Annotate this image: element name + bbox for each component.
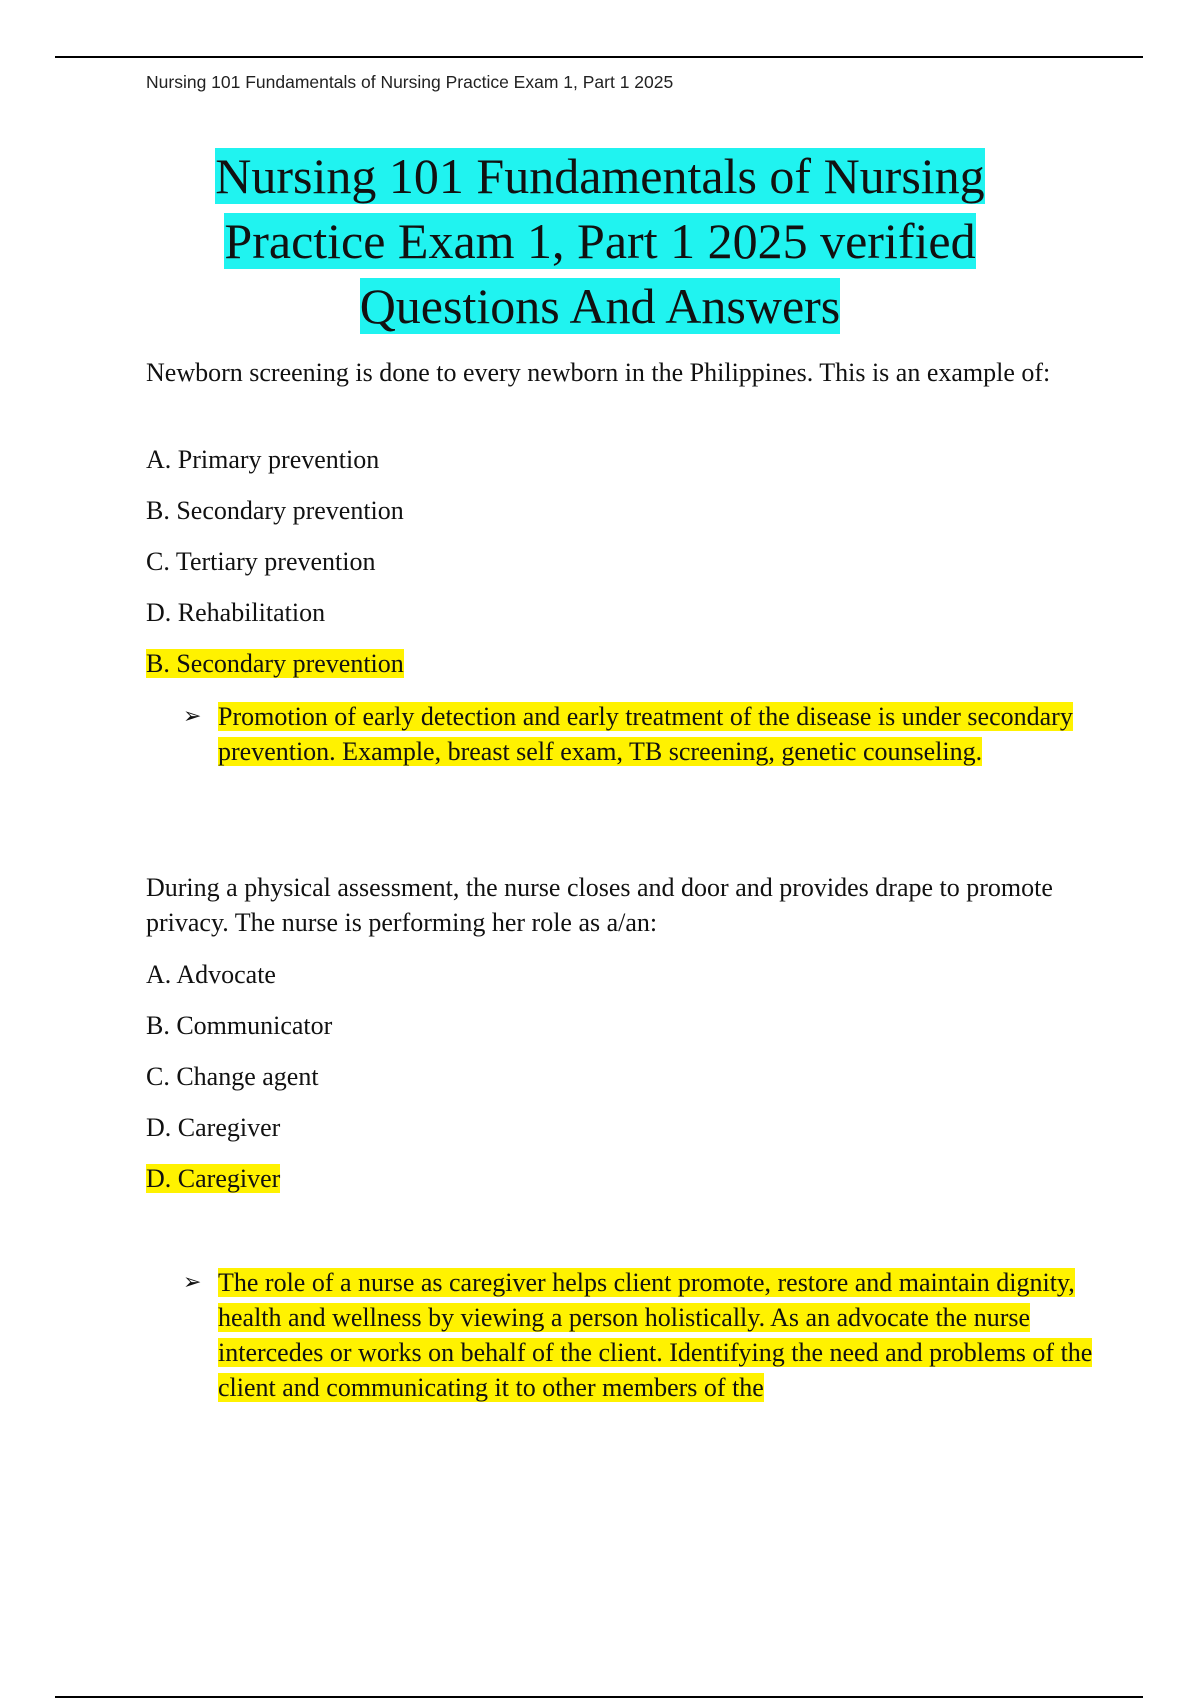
question-2-explanation-text: The role of a nurse as caregiver helps client promote, restore and maintain dignity, health and wellness by viewing a person holistically. As an advocate the nurse intercedes or works on behalf of the client. Identifying the need and problems of the client and communicating it to other members of the [218, 1268, 1093, 1402]
running-header: Nursing 101 Fundamentals of Nursing Practice Exam 1, Part 1 2025 [146, 72, 674, 92]
arrowhead-bullet-icon: ➢ [183, 704, 202, 729]
question-2-explanation [183, 1265, 1113, 1405]
question-1-option-b: B. Secondary prevention [146, 496, 404, 525]
question-1-explanation [183, 699, 1113, 769]
question-2-option-a: A. Advocate [146, 960, 276, 989]
question-1-option-a: A. Primary prevention [146, 445, 380, 474]
arrowhead-bullet-icon: ➢ [183, 1270, 202, 1295]
question-1-answer [146, 646, 1076, 681]
question-1-answer-text: B. Secondary prevention [146, 649, 404, 678]
question-2-answer-text: D. Caregiver [146, 1164, 281, 1193]
question-1-option-c: C. Tertiary prevention [146, 547, 376, 576]
title-line-1: Nursing 101 Fundamentals of Nursing [215, 148, 985, 204]
question-2-option-b: B. Communicator [146, 1011, 333, 1040]
question-2-text: During a physical assessment, the nurse closes and door and provides drape to promote privacy. The nurse is performing her role as a/an: [146, 873, 1053, 937]
question-1-option-d: D. Rehabilitation [146, 598, 326, 627]
page-title [100, 144, 1100, 339]
header-rule [55, 56, 1143, 58]
question-2-option-c: C. Change agent [146, 1062, 319, 1091]
question-1-text: Newborn screening is done to every newborn in the Philippines. This is an example of: [146, 358, 1051, 387]
footer-rule [55, 1696, 1143, 1698]
question-2-answer [146, 1161, 1076, 1196]
question-1-options [146, 442, 1076, 697]
question-1 [146, 355, 1076, 390]
question-2-options [146, 957, 1076, 1212]
question-2 [146, 870, 1076, 940]
title-line-2: Practice Exam 1, Part 1 2025 verified [224, 213, 976, 269]
question-1-explanation-text: Promotion of early detection and early treatment of the disease is under secondary prevention. Example, breast self exam, TB screening, genetic counseling. [218, 702, 1073, 766]
title-line-3: Questions And Answers [359, 278, 841, 334]
question-2-option-d: D. Caregiver [146, 1113, 281, 1142]
